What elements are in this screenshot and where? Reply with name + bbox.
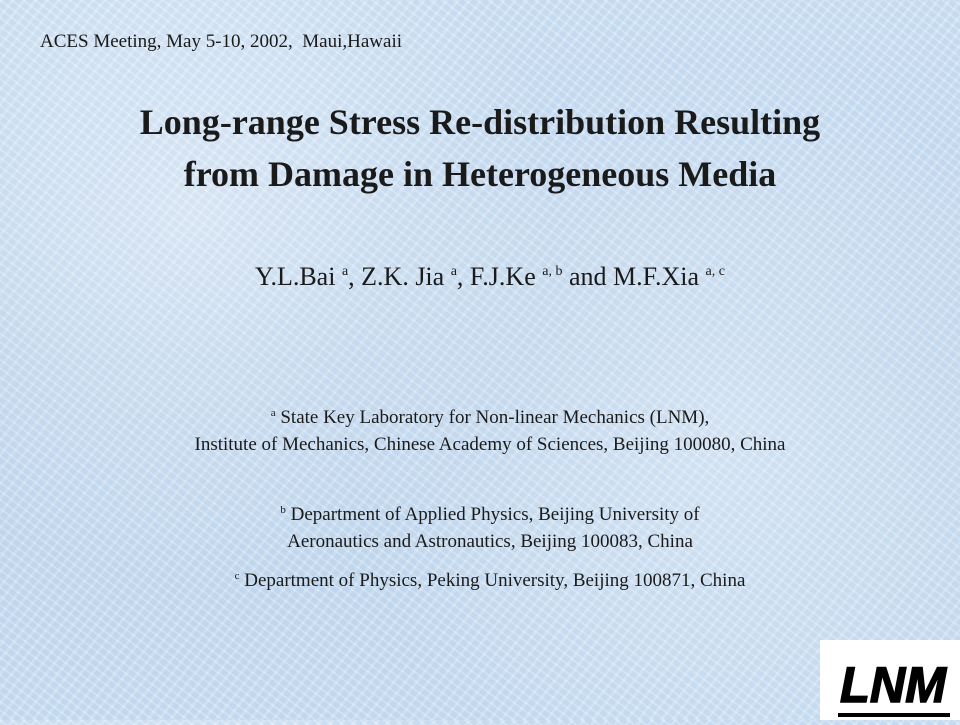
logo-text: LNM — [840, 657, 948, 713]
author-name: Z.K. Jia — [361, 262, 445, 291]
lnm-logo — [820, 640, 960, 720]
title-line-1: Long-range Stress Re-distribution Resulting — [139, 102, 821, 142]
affiliation-c — [160, 563, 820, 594]
author-name: Y.L.Bai — [255, 262, 336, 291]
affiliation-a-line-1: State Key Laboratory for Non-linear Mechanics (LNM), — [280, 407, 710, 428]
lnm-logo-icon — [820, 640, 960, 720]
title-line-2: from Damage in Heterogeneous Media — [183, 154, 777, 194]
affiliation-a — [160, 400, 820, 458]
affiliation-b-line-2: Aeronautics and Astronautics, Beijing 100083, China — [287, 531, 693, 552]
affiliation-a-line-2: Institute of Mechanics, Chinese Academy of Sciences, Beijing 100080, China — [194, 434, 786, 455]
meeting-info: ACES Meeting, May 5-10, 2002, Maui,Hawaii — [40, 31, 403, 52]
author-separator: , — [456, 262, 470, 291]
author-affil-mark: a, b — [542, 264, 563, 279]
author-name: F.J.Ke — [469, 262, 536, 291]
author-list — [130, 262, 850, 292]
page-title — [40, 96, 920, 200]
affiliation-mark: c — [234, 570, 240, 582]
author-separator: and — [562, 262, 613, 291]
author-affil-mark: a — [341, 264, 349, 279]
affiliation-b — [160, 497, 820, 555]
author-affil-mark: a — [450, 264, 457, 279]
author-affil-mark: a, c — [705, 264, 725, 279]
author-name: M.F.Xia — [613, 262, 700, 291]
affiliation-c-line-1: Department of Physics, Peking University, Beijing 100871, China — [244, 570, 746, 591]
affiliation-mark: a — [270, 407, 276, 419]
affiliation-b-line-1: Department of Applied Physics, Beijing University of — [290, 504, 700, 525]
affiliation-mark: b — [280, 504, 286, 516]
author-separator: , — [348, 262, 362, 291]
